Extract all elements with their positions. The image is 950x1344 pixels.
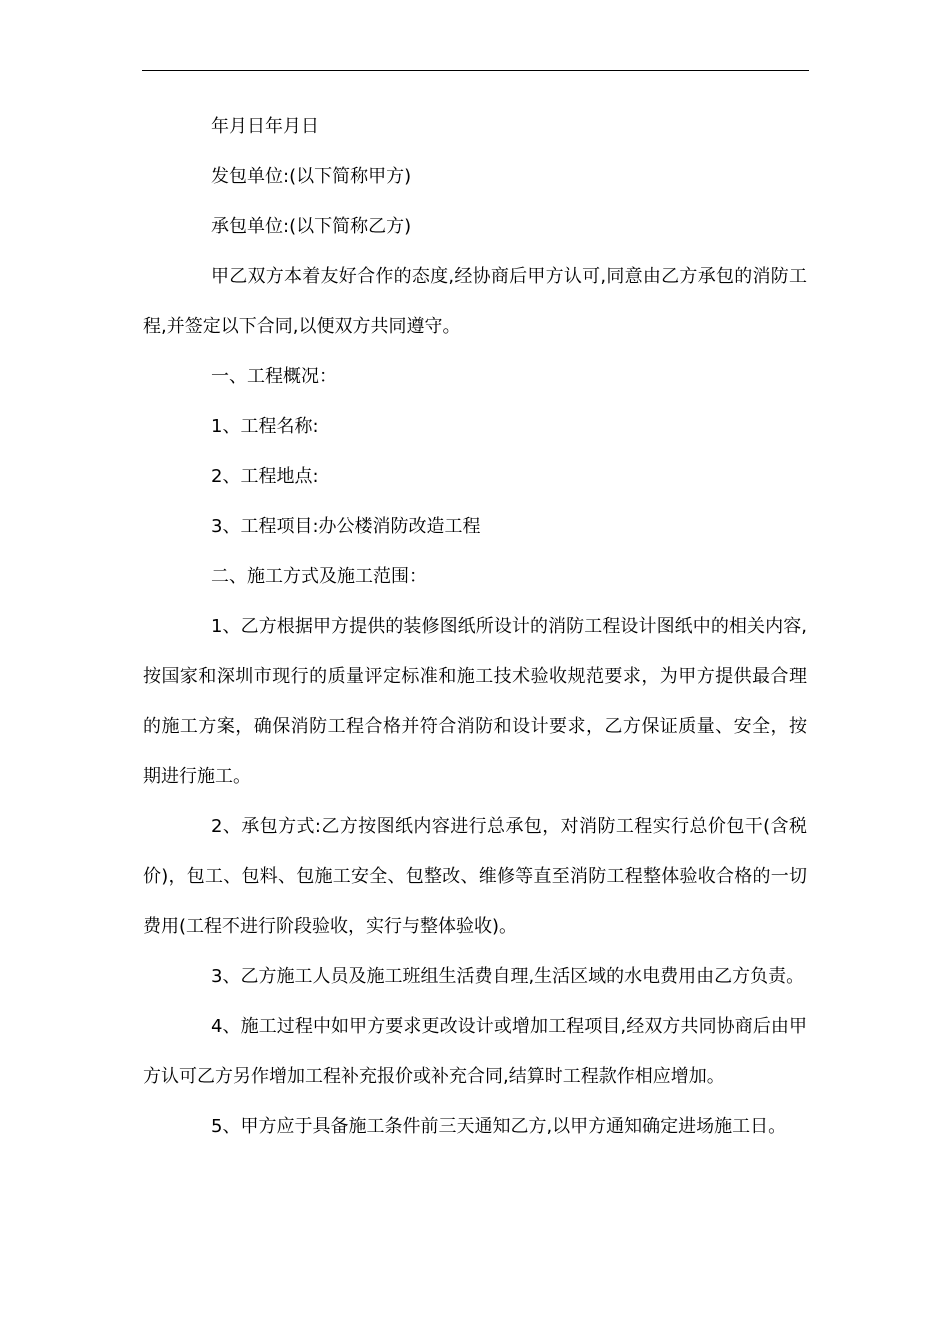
section-heading-overview: 一、工程概况： xyxy=(211,366,337,387)
header-rule xyxy=(142,70,809,71)
construction-item-4: 4、施工过程中如甲方要求更改设计或增加工程项目,经双方共同协商后由甲方认可乙方另作增加工程补充报价或补充合同,结算时工程款作相应增加。 xyxy=(143,1016,807,1087)
document-body xyxy=(143,102,807,1152)
construction-item-5: 5、甲方应于具备施工条件前三天通知乙方,以甲方通知确定进场施工日。 xyxy=(211,1116,787,1137)
intro-paragraph: 甲乙双方本着友好合作的态度,经协商后甲方认可,同意由乙方承包的消防工程,并签定以下合同,以便双方共同遵守。 xyxy=(143,266,807,337)
construction-item-3: 3、乙方施工人员及施工班组生活费自理,生活区域的水电费用由乙方负责。 xyxy=(211,966,805,987)
construction-item-2: 2、承包方式:乙方按图纸内容进行总承包，对消防工程实行总价包干(含税价)，包工、包料、包施工安全、包整改、维修等直至消防工程整体验收合格的一切费用(工程不进行阶段验收，实行与整体验收)。 xyxy=(143,816,807,937)
overview-item-name: 1、工程名称: xyxy=(211,416,319,437)
party-a-line: 发包单位:(以下简称甲方) xyxy=(211,166,412,187)
overview-item-project: 3、工程项目:办公楼消防改造工程 xyxy=(211,516,481,537)
overview-item-location: 2、工程地点: xyxy=(211,466,319,487)
date-line: 年月日年月日 xyxy=(211,116,319,137)
section-heading-construction: 二、施工方式及施工范围： xyxy=(211,566,427,587)
construction-item-1: 1、乙方根据甲方提供的装修图纸所设计的消防工程设计图纸中的相关内容,按国家和深圳市现行的质量评定标准和施工技术验收规范要求，为甲方提供最合理的施工方案，确保消防工程合格并符合消防和设计要求，乙方保证质量、安全，按期进行施工。 xyxy=(143,616,807,787)
party-b-line: 承包单位:(以下简称乙方) xyxy=(211,216,412,237)
